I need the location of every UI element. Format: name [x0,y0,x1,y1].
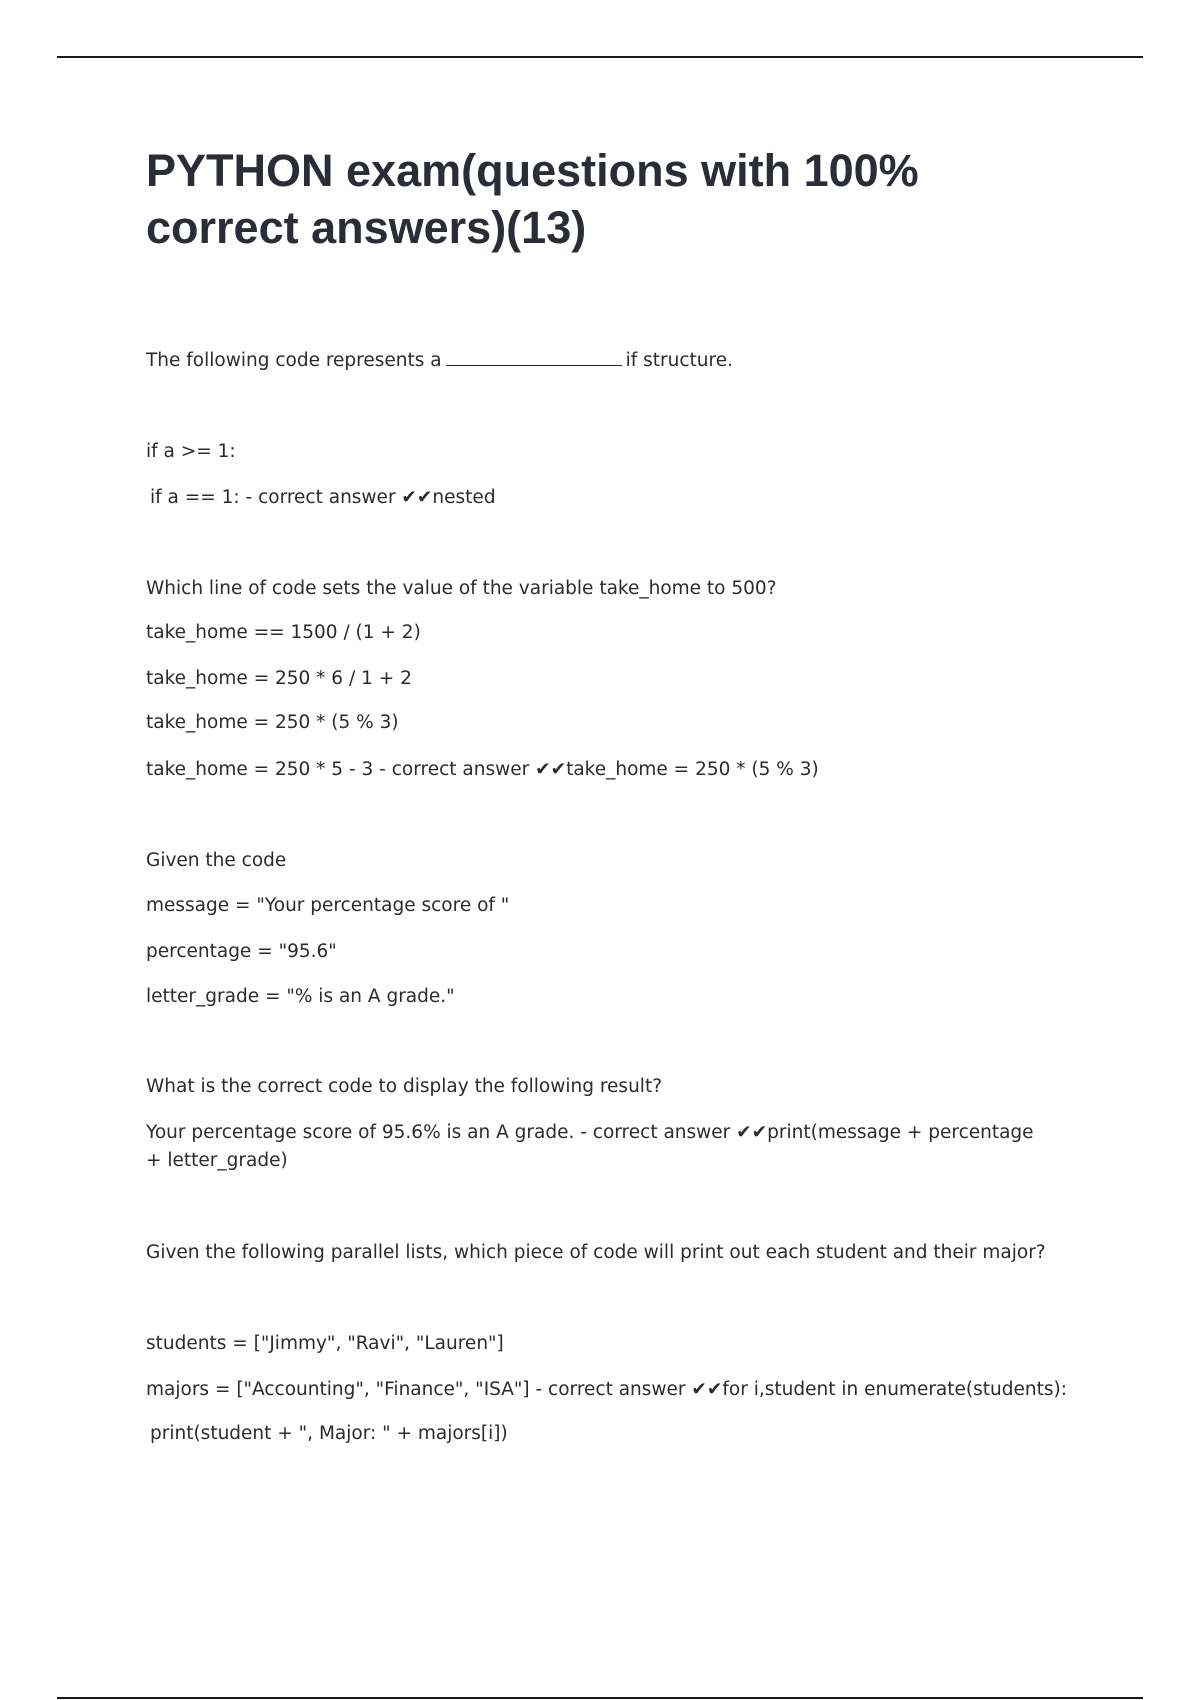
q1-prompt-before: The following code represents a [146,350,442,371]
q2-option: take_home = 250 * (5 % 3) [146,712,399,733]
q2-option: take_home == 1500 / (1 + 2) [146,622,421,643]
q2-option-answer: take_home = 250 * 5 - 3 - correct answer ✔✔take_home = 250 * (5 % 3) [146,759,819,780]
q3-question: What is the correct code to display the following result? [146,1076,663,1097]
q1-prompt [146,347,733,375]
q4-prompt: Given the following parallel lists, which piece of code will print out each student and their major? [146,1242,1046,1263]
q1-code-line: if a >= 1: [146,441,236,462]
q3-code-line: letter_grade = "% is an A grade." [146,986,455,1007]
q4-code-line: students = ["Jimmy", "Ravi", "Lauren"] [146,1333,504,1354]
q4-code-line-answer: majors = ["Accounting", "Finance", "ISA"] - correct answer ✔✔for i,student in enumerate(students): [146,1379,1067,1400]
q1-prompt-after: if structure. [625,350,733,371]
top-rule [57,56,1143,58]
q2-option: take_home = 250 * 6 / 1 + 2 [146,668,412,689]
q3-answer: Your percentage score of 95.6% is an A grade. - correct answer ✔✔print(message + percentage + letter_grade) [146,1122,1034,1171]
document-title: PYTHON exam(questions with 100% correct answers)(13) [146,145,919,253]
q1-answer: if a == 1: - correct answer ✔✔nested [150,487,496,508]
q3-code-line: percentage = "95.6" [146,941,337,962]
q3-code-line: message = "Your percentage score of " [146,895,510,916]
q4-code-line: print(student + ", Major: " + majors[i]) [150,1423,508,1444]
q1-answer-blank [446,347,622,366]
q3-intro: Given the code [146,850,287,871]
q2-prompt: Which line of code sets the value of the variable take_home to 500? [146,578,777,599]
bottom-rule [57,1697,1143,1699]
